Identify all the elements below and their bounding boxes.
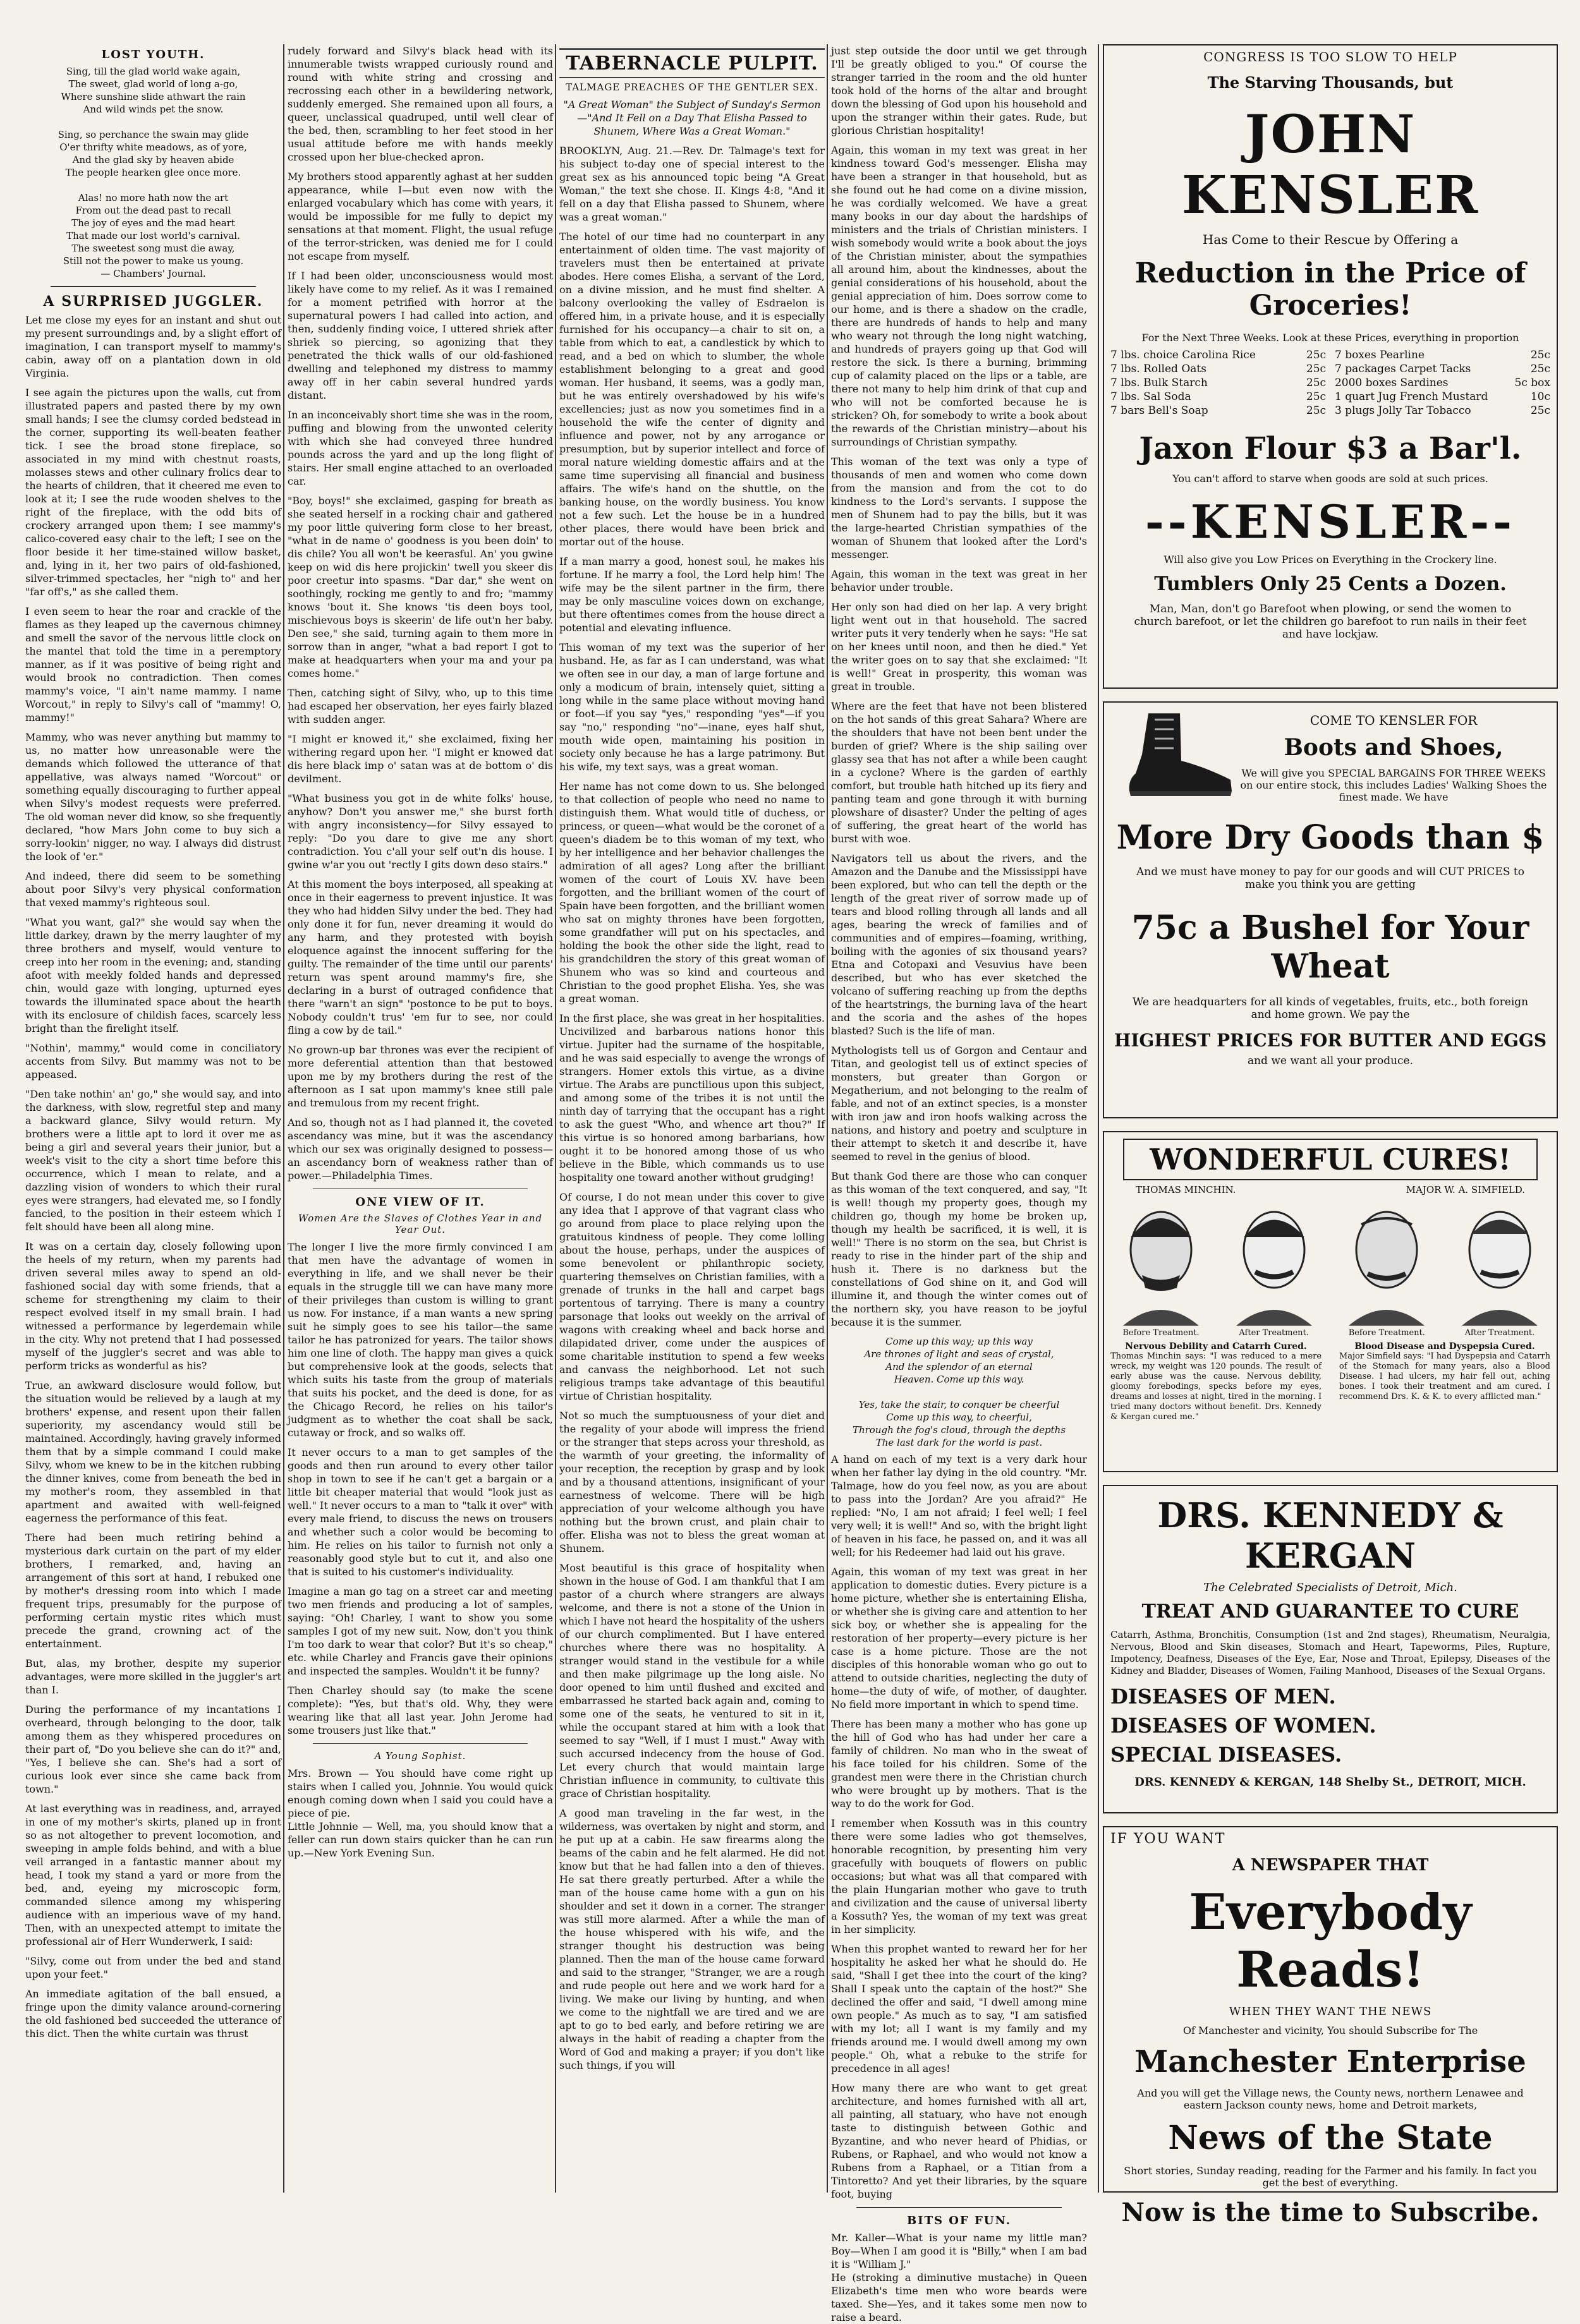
price-item: 7 packages Carpet Tacks xyxy=(1334,363,1471,375)
price-row xyxy=(1110,363,1550,375)
section-paragraph: It never occurs to a man to get samples of the goods and then run around to every other tailor shop in town to see if he can't get a bargain or a little bit cheaper material that would "look just as well." It never occurs to a man to "talk it over" with every male friend, to discuss the news on trousers and whether such a color would be becoming to him. He relies on his tailor to furnish not only a reasonably good style but to cut it, and also one that is suited to his customer's individuality. xyxy=(288,1446,553,1578)
price-cell xyxy=(1110,377,1326,389)
portrait-before-1 xyxy=(1110,1199,1212,1326)
ad-money-line: And we must have money to pay for our goods and will CUT PRICES to make you think you are getting xyxy=(1136,866,1524,891)
price-cell xyxy=(1335,377,1550,389)
story-paragraph: "Den take nothin' an' go," she would say, and into the darkness, with slow, regretful step and many a backward glance, Silvy would return. My brothers were a little apt to lord it over me as being a girl and several years their junior, but a week's visit to the city a short time before this occurrence, which I mean to relate, and a dazzling vision of wonders to which their rural eyes were strangers, had elevated me, so I fondly fancied, to the position in their esteem which I felt should have been all along mine. xyxy=(25,1088,281,1233)
story-body xyxy=(25,313,281,2040)
sermon-paragraph: In the first place, she was great in her hospitalities. Uncivilized and barbarous nations honor this virtue. Jupiter had the surname of the hospitable, and he was said especially to avenge the wrongs of strangers. Homer extols this virtue, as a divine virtue. The Arabs are punctilious upon this subject, and among some of the tribes it is not until the ninth day of tarrying that the occupant has a right to ask the guest "Who, and whence art thou?" If this virtue is so honored among barbarians, how ought it to be honored among those of us who believe in the Bible, which commands us to use hospitality one toward another without grudging! xyxy=(559,1012,825,1183)
sermon-paragraph: just step outside the door until we get through I'll be greatly obliged to you." Of course the stranger tarried in the room and the old hunter took hold of the horns of the altar and brought down the blessing of God upon his household and upon the stranger within their gates. Rude, but glorious Christian hospitality! xyxy=(831,45,1087,136)
ad-right-name: MAJOR W. A. SIMFIELD. xyxy=(1406,1184,1525,1195)
divider xyxy=(313,1743,528,1744)
story-paragraph: Mammy, who was never anything but mammy to us, no matter how unreasonable were the demands which followed the utterance of that appellative, was always named "Worcout" or something equally discouraging to further appeal when Silvy's modest requests were preferred. The old woman never did know, so she frequently declared, "how Mars John come to buy sich a sorry-lookin' nigger, no way. I always did distrust the look of 'er." xyxy=(25,731,281,862)
column-rule xyxy=(555,44,556,2193)
sermon-paragraph: Not so much the sumptuousness of your diet and the regality of your abode will impress the friend or the stranger that steps across your threshold, as the warmth of your greeting, the informality of your reception, the reception by grasp and by look and by a thousand attentions, insignificant of your earnestness of welcome. There will be high appreciation of your welcome although you have nothing but the brown crust, and plain chair to offer. Elisha was not to bless the great woman at Shunem. xyxy=(559,1410,825,1554)
ad-cures-title: WONDERFUL CURES! xyxy=(1123,1139,1538,1180)
ad-want-line: and we want all your produce. xyxy=(1247,1055,1414,1067)
price-value: 25c xyxy=(1306,363,1327,375)
story-paragraph: In an inconceivably short time she was in the room, puffing and blowing from the unwonted celerity with which she had conveyed three hundred pounds across the yard and up the long flight of stairs. Her small engine attached to an overloaded car. xyxy=(288,409,553,487)
portrait-after-2 xyxy=(1449,1199,1550,1326)
ad-special-diseases: SPECIAL DISEASES. xyxy=(1110,1743,1342,1767)
story-paragraph: "Nothin', mammy," would come in conciliatory accents from Silvy. But mammy was not to be appeased. xyxy=(25,1042,281,1080)
ad-news-of-state: News of the State xyxy=(1168,2119,1493,2157)
sermon-paragraph: The hotel of our time had no counterpart in any entertainment of olden time. The vast majority of travelers must then be entertained at private abodes. Here comes Elisha, a servant of the Lord, on a divine mission, and he must find shelter. A balcony overlooking the valley of Esdraelon is offered him, in a private house, and it is especially furnished for his occupancy—a chair to sit on, a table from which to eat, a candlestick by which to read, and a bed on which to slumber, the whole establishment belonging to a great and good woman. Her husband, it seems, was a godly man, but he was entirely overshadowed by his wife's excellencies; just as now you sometimes find in a household the wife the center of dignity and influence and power, not by any arrogance or presumption, but by superior intellect and force of moral nature wielding domestic affairs and at the same time supervising all financial and business affairs. The wife's hand on the shuttle, on the banking house, on the wordly business. You know not a few such. Let the house be in a hundred other places, there would have been brick and mortar out of the house. xyxy=(559,231,825,548)
sermon-paragraph: Again, this woman in the text was great in her behavior under trouble. xyxy=(831,568,1087,593)
price-cell xyxy=(1110,390,1326,403)
right-case-title: Blood Disease and Dyspepsia Cured. xyxy=(1354,1341,1535,1352)
ad-boots-shoes: Boots and Shoes, xyxy=(1284,734,1504,761)
fun-title: BITS OF FUN. xyxy=(906,2214,1012,2227)
story-paragraph: Then, catching sight of Silvy, who, up to this time had escaped her observation, her eyes fairly blazed with sudden anger. xyxy=(288,687,553,725)
sermon-paragraph: Navigators tell us about the rivers, and the Amazon and the Danube and the Mississippi have been explored, but who can tell the depth or the length of the great river of sorrow made up of tears and blood rolling through all lands and all ages, bearing the wreck of families and of communities and of empires—foaming, writhing, boiling with the agonies of six thousand years? Etna and Cotopaxi and Vesuvius have been described, but who has ever sketched the volcano of suffering reaching up from the depths of the heartstrings, the burning lava of the heart and the scoria and the ashes of the hopes blasted? Such is the life of man. xyxy=(831,852,1087,1037)
ad-diseases-women: DISEASES OF WOMEN. xyxy=(1110,1714,1376,1738)
ad-village-news: And you will get the Village news, the County news, northern Lenawee and eastern Jackson county news, home and Detroit markets, xyxy=(1137,2087,1524,2111)
story-paragraph: And so, though not as I had planned it, the coveted ascendancy was mine, but it was the ascendancy which our sex was originally designed to possess—an ascendancy born of weakness rather than of power.—Philadelphia Times. xyxy=(288,1117,553,1182)
sermon-deck: "A Great Woman" the Subject of Sunday's Sermon—"And It Fell on a Day That Elisha Passed to Shunem, Where Was a Great Woman." xyxy=(563,99,821,137)
price-value: 5c box xyxy=(1514,377,1550,389)
price-cell xyxy=(1335,390,1550,403)
boot-icon xyxy=(1110,710,1237,799)
price-value: 25c xyxy=(1306,390,1327,403)
left-case-text: Thomas Minchin says: "I was reduced to a mere wreck, my weight was 120 pounds. The result of early abuse was the cause. Nervous debility, gloomy forebodings, specks before my eyes, dreams and losses at night, tired in the morning. I tried many doctors without benefit. Drs. Kennedy & Kergan cured me." xyxy=(1110,1352,1322,1422)
after-label-2: After Treatment. xyxy=(1464,1328,1535,1338)
price-row xyxy=(1110,349,1550,361)
price-cell xyxy=(1110,363,1326,375)
story-paragraph: But, alas, my brother, despite my superior advantages, were more skilled in the juggler's art than I. xyxy=(25,1657,281,1696)
sermon-body xyxy=(559,144,825,2072)
divider xyxy=(51,286,256,287)
price-item: 7 lbs. Bulk Starch xyxy=(1110,377,1208,389)
price-cell xyxy=(1110,349,1326,361)
ad-kennedy-name: DRS. KENNEDY & KERGAN xyxy=(1157,1495,1504,1576)
story-paragraph: At this moment the boys interposed, all speaking at once in their eagerness to prevent injustice. It was they who had hidden Silvy under the bed. They had only done it for fun, never dreaming it would do any harm, and they protested with boyish eloquence against the innocent suffering for the guilty. The remainder of the time until our parents' return was spent around mammy's fire, she declaring in a burst of outraged confidence that there "warn't an sign" 'postonce to be put to boys. Nobody couldn't trus' 'em fur to see, nor could fling a cow by de tail." xyxy=(288,878,553,1036)
sermon-paragraph: There has been many a mother who has gone up the hill of God who has had under her care a family of children. No man who in the sweat of his face toiled for his children. Some of the grandest men were there in the Christian church who were brought up by mothers. That is the way to do the work for God. xyxy=(831,1718,1087,1810)
story-paragraph: At last everything was in readiness, and, arrayed in one of my mother's skirts, planed up in front so as not altogether to prevent locomotion, and sweeping in ample folds behind, and with a blue veil arranged in a fantastic manner about my head, I took my stand a yard or more from the bed, and, eyeing my microscopic form, commanded silence among my whispering audience with an imperious wave of my hand. Then, with an unexpected attempt to imitate the professional air of Herr Wunderwerk, I said: xyxy=(25,1803,281,1947)
price-item: 3 plugs Jolly Tar Tobacco xyxy=(1334,404,1471,417)
ad-more-dry-goods: More Dry Goods than $ xyxy=(1116,818,1545,857)
sermon-paragraph: BROOKLYN, Aug. 21.—Rev. Dr. Talmage's text for his subject to-day one of special interest to the great sex as his announced topic being "A Great Woman," the text she chose. II. Kings 4:8, "And it fell on a day that Elisha passed to Shunem, where was a great woman." xyxy=(559,145,825,223)
sermon-paragraph: But thank God there are those who can conquer as this woman of the text conquered, and say, "It is well! though my property goes, though my children go, though my home be broken up, though my health be sacrificed, it is well, it is well!" There is no storm on the sea, but Christ is ready to rise in the hinder part of the ship and hush it. There is no darkness but the constellations of God shine on it, and God will illumine it, and though the winter comes out of the northern sky, you have reason to be joyful because it is the summer. xyxy=(831,1170,1087,1328)
price-value: 25c xyxy=(1530,363,1550,375)
price-item: 2000 boxes Sardines xyxy=(1334,377,1449,389)
ad-when-news: WHEN THEY WANT THE NEWS xyxy=(1229,2005,1432,2018)
story-title: A SURPRISED JUGGLER. xyxy=(43,293,264,310)
sermon-paragraph: This woman of the text was only a type of thousands of men and women who come down from the mansion and from the cot to do kindness to the Lord's servants. I suppose the men of Shunem had to pay the bills, but it was the large-hearted Christian sympathies of the woman of Shunem that looked after the Lord's messenger. xyxy=(831,456,1087,560)
sermon-paragraph: When this prophet wanted to reward her for her hospitality he asked her what he should do. He said, "Shall I get thee into the court of the king? Shall I speak unto the captain of the host?" She declined the offer and said, "I dwell among mine own people." As much as to say, "I am satisfied with my lot; all I want is my family and my friends around me. I would dwell among my own people." Oh, what a rebuke to the strife for precedence in all ages! xyxy=(831,1943,1087,2074)
price-cell xyxy=(1110,404,1326,417)
story-paragraph: My brothers stood apparently aghast at her sudden appearance, while I—but even now with the enlarged vocabulary which has come with years, it would be impossible for me fully to depict my sensations at that moment. Flight, the usual refuge of the terror-stricken, was denied me for I could not escape from myself. xyxy=(288,171,553,262)
column-2 xyxy=(288,44,553,2193)
price-cell xyxy=(1335,404,1550,417)
price-row xyxy=(1110,377,1550,389)
price-value: 25c xyxy=(1530,404,1550,417)
poem-text: Sing, till the glad world wake again, The sweet, glad world of long a-go, Where sunshine slide athwart the rain And wild winds pet the snow. Sing, so perchance the swain may glide O'er thrifty white meadows, as of yore, And the glad sky by heaven abide The people hearken glee once more. Alas! no more hath now the art From out the dead past to recall The joy of eyes and the mad heart That made our lost world's carnival. The sweetest song must die away, Still not the power to make us young. — Chambers' Journal. xyxy=(58,66,249,279)
ad-kensler-dashes: --KENSLER-- xyxy=(1145,495,1516,548)
ad-treat-line: TREAT AND GUARANTEE TO CURE xyxy=(1141,1601,1519,1623)
section-paragraph: Imagine a man go tag on a street car and meeting two men friends and producing a lot of samples, saying: "Oh! Charley, I want to show you some samples I got of my new suit. Now, don't you think I'm too dark to wear that color? But it's so cheap," etc. while Charley and Francis gave their opinions and inspected the samples. Wouldn't it be funny? xyxy=(288,1585,553,1677)
ad-afford-line: You can't afford to starve when goods are sold at such prices. xyxy=(1172,473,1488,485)
story-paragraph: I even seem to hear the roar and crackle of the flames as they leaped up the cavernous chimney and smell the savor of the nervous little clock on the mantel that told the time in a peremptory manner, as if it was positive of being right and would brook no contradiction. Then comes mammy's voice, "I ain't name mammy. I name Worcout," in reply to Silvy's call of "mammy! O, mammy!" xyxy=(25,605,281,723)
column-1 xyxy=(25,44,281,2193)
sermon-paragraph: This woman of my text was the superior of her husband. He, as far as I can understand, was what we often see in our day, a man of large fortune and only a modicum of brain, intensely quiet, sitting a long while in the same place without moving hand or foot—if you say "yes," responding "yes"—if you say "no," responding "no"—inane, eyes half shut, mouth wide open, maintaining his position in society only because he has a large patrimony. But his wife, my text says, was a great woman. xyxy=(559,641,825,773)
sermon-paragraph: Her name has not come down to us. She belonged to that collection of people who need no name to distinguish them. What would title of duchess, or princess, or queen—what would be the coronet of a queen's diadem be to this woman of my text, who by her intelligence and her behavior challenges the admiration of all ages? Long after the brilliant women of the court of Louis XV. have been forgotten, and the brilliant women of the court of Spain have been forgotten, and the brilliant women who sat on mighty thrones have been forgotten, some grandfather will put on his spectacles, and holding the book the other side the light, read to his grandchildren the story of this great woman of Shunem who was so kind and courteous and Christian to the good prophet Elisha. Yes, she was a great woman. xyxy=(559,780,825,1005)
story-paragraph: And indeed, there did seem to be something about poor Silvy's very physical conformation that vexed mammy's righteous soul. xyxy=(25,870,281,909)
ad-kennedy-body: Catarrh, Asthma, Bronchitis, Consumption (1st and 2nd stages), Rheumatism, Neuralgia, Nervous, Blood and Skin diseases, Stomach and Heart, Tapeworms, Piles, Rupture, Impotency, Deafness, Diseases of the Eye, Ear, Nose and Throat, Epilepsy, Diseases of the Kidney and Bladder, Diseases of Women, Failing Manhood, Diseases of the Sexual Organs. xyxy=(1110,1629,1550,1676)
fun-text: Mr. Kaller—What is your name my little man? Boy—When I am good it is "Billy," when I am bad it is "William J." He (stroking a diminutive mustache) in Queen Elizabeth's time men who wore beards were taxed. She—Yes, and it takes some men now to raise a beard. xyxy=(831,2232,1087,2323)
ad-price-intro: For the Next Three Weeks. Look at these Prices, everything in proportion xyxy=(1141,332,1519,344)
kensler-grocery-ad xyxy=(1103,44,1558,689)
ad-bargains-line: We will give you SPECIAL BARGAINS FOR THREE WEEKS on our entire stock, this includes Ladies' Walking Shoes the finest made. We have xyxy=(1240,767,1547,803)
ad-highest-prices: HIGHEST PRICES FOR BUTTER AND EGGS xyxy=(1114,1030,1547,1051)
price-value: 25c xyxy=(1306,377,1327,389)
portrait-before-2 xyxy=(1336,1199,1437,1326)
ad-barefoot-line: Man, Man, don't go Barefoot when plowing, or send the women to church barefoot, or let the children go barefoot to run nails in their feet and have lockjaw. xyxy=(1134,603,1527,641)
story-paragraph: There had been much retiring behind a mysterious dark curtain on the part of my elder brothers, I remarked, and, having an arrangement of this sort at hand, I rebuked one by mother's dressing room into which I made frequent trips, presumably for the purpose of performing certain mystic rites which must precede the grand, crowning act of the entertainment. xyxy=(25,1532,281,1650)
joke-title: A Young Sophist. xyxy=(374,1750,466,1762)
sermon-continued xyxy=(831,44,1087,1329)
ad-if-you-want: IF YOU WANT xyxy=(1110,1831,1226,1847)
kennedy-kergan-ad xyxy=(1103,1485,1558,1813)
portrait-after-1 xyxy=(1224,1199,1325,1326)
column-rule xyxy=(827,44,828,2193)
ad-reduction-headline: Reduction in the Price of Groceries! xyxy=(1134,257,1526,322)
sermon-paragraph: How many there are who want to get great architecture, and homes furnished with all art, all painting, all statuary, who have not enough taste to distinguish between Gothic and Byzantine, and who never heard of Phidias, or Rubens, or Raphael, and who would not know a Rubens from a Raphael, or a Titian from a Tintoretto? And yet their libraries, by the square foot, buying xyxy=(831,2082,1087,2200)
story-paragraph: During the performance of my incantations I overheard, through belonging to the door, talk among them as they whispered procedures on their part of, "Do you believe she can do it?" and, "Yes, I believe she can. She's had a sort of curious look ever since she came back from town." xyxy=(25,1704,281,1795)
kensler-shoes-ad xyxy=(1103,701,1558,1118)
price-row xyxy=(1110,404,1550,417)
column-rule xyxy=(283,44,284,2193)
sermon-paragraph: Her only son had died on her lap. A very bright light went out in that household. The sacred writer puts it very tenderly when he says: "He sat on her knees until noon, and then he died." Yet the writer goes on to say that she exclaimed: "It is well!" Great in prosperity, this woman was great in trouble. xyxy=(831,601,1087,693)
price-value: 25c xyxy=(1530,349,1550,361)
story-paragraph: "What business you got in de white folks' house, anyhow? Don't you answer me," she burst forth with angry inconsistency—for Silvy essayed to reply: "Do you dare to give me any short contradiction. You c'all your self out'n dis house. I gwine w'ar you out 'rectly I gits down deso stairs." xyxy=(288,792,553,871)
column-rule xyxy=(1098,44,1099,2193)
ad-crockery-line: Will also give you Low Prices on Everything in the Crockery line. xyxy=(1164,554,1497,566)
after-label: After Treatment. xyxy=(1239,1328,1309,1338)
story-paragraph: If I had been older, unconsciousness would most likely have come to my relief. As it was I remained for a moment petrified with horror at the supernatural powers I had called into action, and then, suddenly finding voice, I uttered shriek after shriek so piercing, so agonizing that they penetrated the thick walls of our old-fashioned dwelling and telephoned my distress to mammy away off in her cabin several hundred yards distant. xyxy=(288,270,553,401)
ad-subscribe-now: Now is the time to Subscribe. xyxy=(1121,2198,1540,2227)
poem-title: LOST YOUTH. xyxy=(101,48,205,61)
enterprise-newspaper-ad xyxy=(1103,1826,1558,2227)
section-paragraph: The longer I live the more firmly convinced I am that men have the advantage of women in everything in life, and we shall never be their equals in the struggle till we can have many more of their privileges than custom is willing to grant us now. For instance, if a man wants a new spring suit he simply goes to see his tailor—the same tailor he has patronized for years. The tailor shows him one line of cloth. The happy man gives a quick but comprehensive look at the goods, selects that which suits his taste from the group of materials that suits his pocket, and the deed is done, for as the Chicago Record, he relies on his tailor's judgment as to whether the coat shall be sack, cutaway or frock, and so walks off. xyxy=(288,1241,553,1439)
story-paragraph: "Boy, boys!" she exclaimed, gasping for breath as she seated herself in a rocking chair and gathered my poor little quivering form close to her breast, "what in de name o' goodness is you been doin' to dis chile? You all won't be keerasful. An' you gwine keep on wid dis here projickin' twell you skeer dis poor creetur into spasms. "Dar dar," she went on soothingly, rocking me gently to and fro; "mammy knows 'bout it. She knows 'tis deen boys tool, mischievous boys is skeerin' de life out'n her baby. Den see," she said, turning again to them more in sorrow than in anger, "what a bad report I got to make at headquarters when your ma and your pa comes home." xyxy=(288,495,553,679)
price-value: 10c xyxy=(1530,390,1550,403)
joke-text: Mrs. Brown — You should have come right up stairs when I called you, Johnnie. You would quick enough coming down when I said you could have a piece of pie. Little Johnnie — Well, ma, you should know that a feller can run down stairs quicker than he can run up.—New York Evening Sun. xyxy=(288,1767,553,1859)
ad-come-line: COME TO KENSLER FOR xyxy=(1310,713,1478,728)
sermon-paragraph: Of course, I do not mean under this cover to give any idea that I approve of that vagrant class who go around from place to place relying upon the gratuitous kindness of people. They come lolling about the house, perhaps, under the auspices of some benevolent or philanthropic society, quartering themselves on Christian families, with a grenade of trunks in the hall and carpet bags portentous of tarrying. There is many a country parsonage that looks out weekly on the arrival of wagons with creaking wheel and back horse and dilapidated driver, come under the auspices of some charitable institution to spend a few weeks and canvass the neighborhood. Let not such religious tramps take advantage of this beautiful virtue of Christian hospitality. xyxy=(559,1191,825,1402)
before-label: Before Treatment. xyxy=(1122,1328,1200,1338)
sermon-verse: Come up this way; up this way Are thrones of light and seas of crystal, And the splendor of an eternal Heaven. Come up this way. Yes, take the stair, to conquer be cheerful Come up this way, to cheerful, Through the fog's cloud, through the depths The last dark for the world is past. xyxy=(852,1336,1066,1448)
sermon-paragraph: A good man traveling in the far west, in the wilderness, was overtaken by night and storm, and he put up at a cabin. He saw firearms along the beams of the cabin and he felt alarmed. He did not know but that he had fallen into a den of thieves. He sat there greatly perturbed. After a while the man of the house came home with a gun on his shoulder and set it down in a corner. The stranger was still more alarmed. After a while the man of the house whispered with his wife, and the stranger thought his destruction was being planned. Then the man of the house came forward and said to the stranger, "Stranger, we are a rough and rude people out here and we work hard for a living. We make our living by hunting, and when we come to the nightfall we are tired and we are apt to go to bed early, and before retiring we are always in the habit of reading a chapter from the Word of God and making a prayer; if you don't like such things, if you will xyxy=(559,1807,825,2071)
sermon-paragraph: Again, this woman in my text was great in her kindness toward God's messenger. Elisha may have been a stranger in that household, but as she found out he had come on a divine mission, he was cordially welcomed. We have a great many books in our day about the hardships of ministers and the trials of Christian ministers. I wish somebody would write a book about the joys of the Christian minister, about the sympathies all around him, about the kindnesses, about the genial considerations of his household, about the genial appreciation of him. Does sorrow come to our home, and is there a shadow on the cradle, there are hundreds of hands to help and many who weary not through the long night watching, and hundreds of prayers going up that God will restore the sick. Is there a burning, brimming cup of calamity placed on the lips or a table, are there not many to help him drink of that cup and who will not be comforted because he is stricken? Oh, for somebody to write a book about the rewards of the Christian ministry—about his surroundings of Christian sympathy. xyxy=(831,144,1087,448)
ad-tumblers: Tumblers Only 25 Cents a Dozen. xyxy=(1154,573,1507,595)
price-value: 25c xyxy=(1306,404,1327,417)
wonderful-cures-ad xyxy=(1103,1131,1558,1472)
ad-short-stories: Short stories, Sunday reading, reading for the Farmer and his family. In fact you get the best of everything. xyxy=(1124,2165,1537,2189)
ad-left-name: THOMAS MINCHIN. xyxy=(1136,1184,1236,1195)
price-item: 1 quart Jug French Mustard xyxy=(1334,390,1488,403)
sermon-paragraph: I remember when Kossuth was in this country there were some ladies who got themselves, honorable recognition, by presenting him very gracefully with bouquets of flowers on public occasions; but what was all that compared with the plain Hungarian mother who gave to truth and civilization and the cause of universal liberty a Kossuth? Yes, the woman of my text was great in her simplicity. xyxy=(831,1817,1087,1935)
sermon-paragraph: If a man marry a good, honest soul, he makes his fortune. If he marry a fool, the Lord help him! The wife may be the silent partner in the firm, there may be only masculine voices down on exchange, but there oftentimes comes from the house direct a potential and elevating influence. xyxy=(559,555,825,634)
price-item: 7 boxes Pearline xyxy=(1334,349,1425,361)
sermon-paragraph: Most beautiful is this grace of hospitality when shown in the house of God. I am thankful that I am pastor of a church where strangers are always welcome, and there is not a stone of the Union in which I have not heard the hospitality of the ushers of our church complimented. But I have entered churches where there was no hospitality. A stranger would stand in the vestibule for a while and then make pilgrimage up the long aisle. No door opened to him until flushed and excited and embarrassed he started back again and, coming to some one of the seats, he ventured to sit in it, while the occupant stared at him with a look that seemed to say "Well, if I must I must." Away with such accursed indecency from the house of God. Let every church that would maintain large Christian influence in community, to cultivate this grace of Christian hospitality. xyxy=(559,1562,825,1800)
price-value: 25c xyxy=(1306,349,1327,361)
portrait-row xyxy=(1110,1199,1550,1338)
sermon-title: TABERNACLE PULPIT. xyxy=(559,48,825,78)
price-list xyxy=(1110,349,1550,417)
price-cell xyxy=(1335,363,1550,375)
price-item: 7 lbs. choice Carolina Rice xyxy=(1110,349,1256,361)
price-cell xyxy=(1335,349,1550,361)
ad-wheat: 75c a Bushel for Your Wheat xyxy=(1131,909,1529,986)
before-label-2: Before Treatment. xyxy=(1348,1328,1425,1338)
price-item: 7 lbs. Rolled Oats xyxy=(1110,363,1206,375)
story-paragraph: "I might er knowed it," she exclaimed, fixing her withering regard upon her. "I might er knowed dat dis here black imp o' satan was at de bottom o' dis devilment. xyxy=(288,733,553,785)
story-continued xyxy=(288,44,553,1182)
story-paragraph: True, an awkward disclosure would follow, but the situation would be relieved by a laugh at my brothers' expense, and resent upon their fallen superiority, my ascendancy would still be maintained. Accordingly, having gravely informed them that by a simple command I could make Silvy, whom we knew to be in the kitchen rubbing the dinner knives, come from beneath the bed in my mother's room, they assembled in that apartment and awaited with well-feigned eagerness the performance of this feat. xyxy=(25,1379,281,1524)
story-paragraph: "Silvy, come out from under the bed and stand upon your feet." xyxy=(25,1955,281,1980)
sermon-paragraph: A hand on each of my text is a very dark hour when her father lay dying in the old country. "Mr. Talmage, how do you feel now, as you are about to pass into the Jordan? Are you afraid?" He replied: "No, I am not afraid; I feel well; I feel very well; it is well!" And so, with the bright light of heaven in his face, he passed on, and it was all well; for his Redeemer had laid out his grave. xyxy=(831,1453,1087,1558)
sermon-subtitle: TALMAGE PREACHES OF THE GENTLER SEX. xyxy=(566,82,818,93)
sermon-continued-b xyxy=(831,1453,1087,2201)
price-item: 7 lbs. Sal Soda xyxy=(1110,390,1191,403)
sermon-paragraph: Where are the feet that have not been blistered on the hot sands of this great Sahara? Where are the shoulders that have not been bent under the burden of grief? Where is the ship sailing over glassy sea that has not after a while been caught in a cyclone? Where is the garden of earthly comfort, but trouble hath hitched up its fiery and panting team and gone through it with burning plowshare of disaster? Under the pelting of ages of suffering, the great heart of the world has burst with woe. xyxy=(831,700,1087,845)
right-case-text: Major Simfield says: "I had Dyspepsia and Catarrh of the Stomach for many years, also a Blood Disease. I had ulcers, my hair fell out, aching bones. I took their treatment and am cured. I recommend Drs. K. & K. to every afflicted man." xyxy=(1339,1352,1550,1401)
column-5 xyxy=(1103,44,1558,2227)
column-4 xyxy=(831,44,1087,2323)
ad-congress-line: CONGRESS IS TOO SLOW TO HELP xyxy=(1203,49,1457,64)
left-case-title: Nervous Debility and Catarrh Cured. xyxy=(1125,1341,1307,1352)
section-body xyxy=(288,1240,553,1737)
sermon-paragraph: Again, this woman of my text was great in her application to domestic duties. Every picture is a home picture, whether she is entertaining Elisha, or whether she is giving care and attention to her sick boy, or whether she is appealing for the restoration of her property—every picture is her case is a home picture. Those are the not disciples of this honorable woman who go out to attend to outside charities, neglecting the duty of home—the duty of wife, of mother, of daughter. No field more important in which to spend time. xyxy=(831,1566,1087,1710)
ad-manchester-enterprise: Manchester Enterprise xyxy=(1134,2044,1526,2079)
ad-flour: Jaxon Flour $3 a Bar'l. xyxy=(1139,431,1522,466)
story-paragraph: Let me close my eyes for an instant and shut out my present surroundings and, by a slight effort of imagination, I can transport myself to mammy's cabin, away off on a plantation down in old Virginia. xyxy=(25,314,281,379)
ad-starving-line: The Starving Thousands, but xyxy=(1207,73,1454,92)
ad-rescue-line: Has Come to their Rescue by Offering a xyxy=(1202,232,1459,247)
section-subtitle: Women Are the Slaves of Clothes Year in and Year Out. xyxy=(298,1213,543,1235)
price-item: 7 bars Bell's Soap xyxy=(1110,404,1208,417)
price-row xyxy=(1110,390,1550,403)
sermon-paragraph: Mythologists tell us of Gorgon and Centaur and Titan, and geologist tell us of extinct species of monsters, but greater than Gorgon or Megatherium, and not belonging to the realm of fable, and not of an extinct species, is a monster with iron jaw and iron hoofs walking across the nations, and history and poetry and sculpture in their attempt to sketch it and describe it, have seemed to revel in the genius of blood. xyxy=(831,1044,1087,1163)
ad-produce-line: We are headquarters for all kinds of vegetables, fruits, etc., both foreign and home grown. We pay the xyxy=(1132,996,1529,1021)
divider xyxy=(856,2207,1062,2208)
ad-diseases-men: DISEASES OF MEN. xyxy=(1110,1685,1336,1709)
section-paragraph: Then Charley should say (to make the scene complete): "Yes, but that's old. Why, they were wearing like that all last year. John Jerome had some trousers just like that." xyxy=(288,1685,553,1736)
ad-everybody-reads: Everybody Reads! xyxy=(1189,1884,1472,1999)
story-paragraph: rudely forward and Silvy's black head with its innumerable twists wrapped curiously round and round with white string and crossing and recrossing each other in a bewildering network, suddenly emerged. She remained upon all fours, a queer, unclassical quadruped, until well clear of the bed, then, scrambling to her feet stood in her usual attitude before me with hands meekly crossed upon her blue-checked apron. xyxy=(288,45,553,163)
column-3 xyxy=(559,44,825,2193)
story-paragraph: I see again the pictures upon the walls, cut from illustrated papers and pasted there by my own small hands; I see the clumsy corded bedstead in the corner, supporting its well-beaten feather tick. I see the broad stone fireplace, so associated in my mind with chestnut roasts, molasses stews and other culinary frolics dear to the hearts of children, that it cheered me even to look at it; I see the rude wooden shelves to the right of the fireplace, with the odd bits of crockery arranged upon them; I see mammy's calico-covered easy chair to the left; I see on the floor beside it her time-stained willow basket, and, lying in it, her two pairs of old-fashioned, silver-trimmed spectacles, her "nigh to" and her "far off's," as she called them. xyxy=(25,387,281,598)
story-paragraph: An immediate agitation of the ball ensued, a fringe upon the dimity valance around-cornering the old fashioned bed succeeded the utterance of this dict. Then the white curtain was thrust xyxy=(25,1988,281,2040)
ad-john-kensler: JOHN KENSLER xyxy=(1181,104,1480,226)
story-paragraph: "What you want, gal?" she would say when the little darkey, drawn by the merry laughter of my three brothers and myself, would venture to creep into her room in the evening; and, standing afoot with meekly folded hands and depressed chin, would gaze with longing, upturned eyes towards the illuminated space about the hearth with its enclosure of childish faces, scarcely less bright than the firelight itself. xyxy=(25,916,281,1034)
story-paragraph: It was on a certain day, closely following upon the heels of my return, when my parents had driven several miles away to spend an old-fashioned social day with some friends, that a scheme for strengthening my claim to their respect evolved itself in my small brain. I had witnessed a performance by legerdemain while in the city. Why not pretend that I had possessed myself of the juggler's secret and was able to perform tricks as wonderful as his? xyxy=(25,1240,281,1372)
ad-subscribe-for: Of Manchester and vicinity, You should Subscribe for The xyxy=(1182,2024,1478,2037)
section-title: ONE VIEW OF IT. xyxy=(355,1195,485,1209)
ad-kennedy-address: DRS. KENNEDY & KERGAN, 148 Shelby St., DETROIT, MICH. xyxy=(1134,1776,1526,1789)
ad-kennedy-sub: The Celebrated Specialists of Detroit, Mich. xyxy=(1203,1581,1457,1594)
story-paragraph: No grown-up bar thrones was ever the recipient of more deferential attention than that bestowed upon me by my brothers during the rest of the afternoon as I sat upon mammy's knee still pale and tremulous from my recent fright. xyxy=(288,1044,553,1109)
ad-newspaper-that: A NEWSPAPER THAT xyxy=(1232,1856,1429,1875)
